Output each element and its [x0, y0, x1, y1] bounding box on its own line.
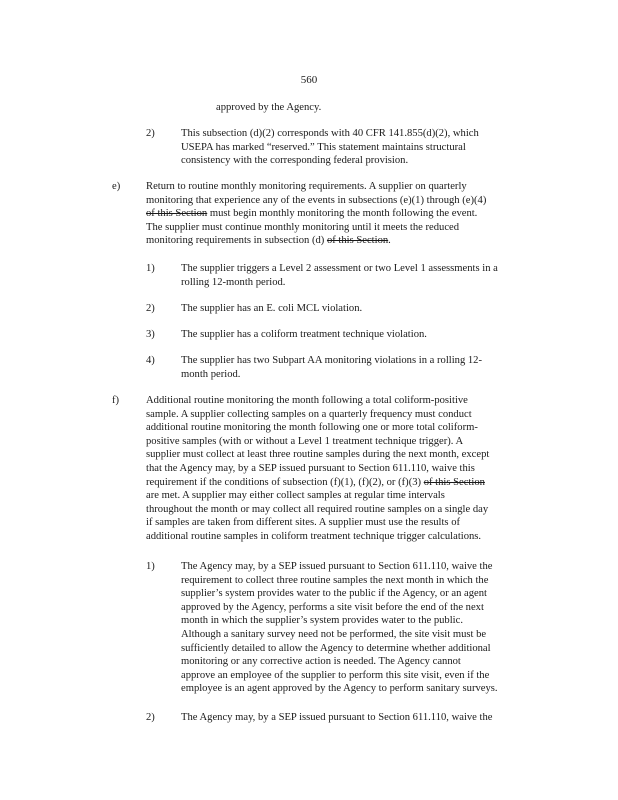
text-fragment: requirement if the conditions of subsection (f)(1), (f)(2), or (f)(3) [146, 476, 424, 488]
text-line: additional routine monitoring the month following one or more total coliform- [146, 422, 478, 434]
text-line [146, 207, 534, 221]
text-line: requirement to collect three routine samples the next month in which the [181, 574, 489, 586]
text-line: approved by the Agency, performs a site visit before the end of the next [181, 601, 484, 613]
text-line: that the Agency may, by a SEP issued pursuant to Section 611.110, waive this [146, 462, 475, 474]
text-line [146, 476, 538, 490]
item-marker: 2) [146, 712, 155, 723]
list-item [181, 711, 538, 725]
text-line: month period. [181, 368, 241, 380]
text-line: The Agency may, by a SEP issued pursuant to Section 611.110, waive the [181, 561, 493, 572]
list-item [181, 262, 538, 289]
text-line: month in which the supplier’s system provides water to the public. [181, 615, 463, 627]
text-line: are met. A supplier may either collect samples at regular time intervals [146, 490, 445, 502]
list-item [181, 354, 538, 381]
text-line: Although a sanitary survey need not be performed, the site visit must be [181, 628, 487, 640]
text-line: The Agency may, by a SEP issued pursuant to Section 611.110, waive the [181, 712, 493, 723]
item-marker: 1) [146, 263, 155, 274]
subsection-marker: f) [112, 395, 120, 406]
item-marker: 3) [146, 329, 155, 340]
list-item [181, 328, 538, 342]
text-fragment: . [388, 235, 391, 247]
continued-text-line: approved by the Agency. [216, 102, 322, 113]
subsection-e-paragraph [146, 180, 534, 248]
text-line: The supplier triggers a Level 2 assessment or two Level 1 assessments in a [181, 263, 498, 274]
text-fragment: monitoring requirements in subsection (d) [146, 235, 327, 247]
text-line: The supplier must continue monthly monitoring until it meets the reduced [146, 221, 460, 233]
struck-text: of this Section [326, 235, 389, 247]
item-marker: 1) [146, 561, 155, 572]
text-line: supplier’s system provides water to the public if the Agency, or an agent [181, 588, 487, 600]
subsection-f-paragraph [146, 394, 538, 544]
text-line: throughout the month or may collect all required routine samples on a single day [146, 503, 489, 515]
text-line: consistency with the corresponding federal provision. [181, 155, 409, 167]
text-line: supplier must collect at least three routine samples during the next month, except [146, 449, 490, 461]
text-line: if samples are taken from different sites. A supplier must use the results of [146, 517, 461, 529]
item-marker: 4) [146, 355, 155, 366]
subsection-marker: e) [112, 181, 121, 192]
text-line: rolling 12-month period. [181, 276, 286, 288]
text-line: positive samples (with or without a Level 1 treatment technique trigger). A [146, 435, 464, 447]
text-line: monitoring that experience any of the events in subsections (e)(1) through (e)(4) [146, 194, 487, 206]
item-marker: 2) [146, 303, 155, 314]
text-line: Return to routine monthly monitoring requirements. A supplier on quarterly [146, 181, 467, 192]
item-marker: 2) [146, 128, 155, 139]
text-line: Additional routine monitoring the month following a total coliform-positive [146, 395, 468, 406]
text-line: sufficiently detailed to allow the Agency to determine whether additional [181, 642, 491, 654]
text-line: The supplier has two Subpart AA monitoring violations in a rolling 12- [181, 355, 483, 366]
text-line: This subsection (d)(2) corresponds with 40 CFR 141.855(d)(2), which [181, 128, 479, 139]
text-line: employee is an agent approved by the Agency to perform sanitary surveys. [181, 683, 498, 695]
list-item [181, 560, 538, 696]
text-line: additional routine samples in coliform treatment technique trigger calculations. [146, 530, 482, 542]
struck-text: of this Section [423, 476, 485, 488]
subsection-d2-paragraph [181, 127, 521, 168]
text-line: sample. A supplier collecting samples on a quarterly frequency must conduct [146, 408, 472, 420]
list-item [181, 302, 538, 316]
text-line: USEPA has marked “reserved.” This statement maintains structural [181, 141, 466, 153]
text-line: approve an employee of the supplier to perform this site visit, even if the [181, 669, 490, 681]
text-line: The supplier has an E. coli MCL violation. [181, 303, 363, 314]
text-line [146, 234, 534, 248]
struck-text: of this Section [146, 208, 208, 220]
text-line: The supplier has a coliform treatment technique violation. [181, 329, 427, 340]
text-line: monitoring or any corrective action is needed. The Agency cannot [181, 656, 461, 668]
page-number: 560 [300, 74, 318, 86]
text-fragment: must begin monthly monitoring the month following the event. [207, 208, 478, 220]
